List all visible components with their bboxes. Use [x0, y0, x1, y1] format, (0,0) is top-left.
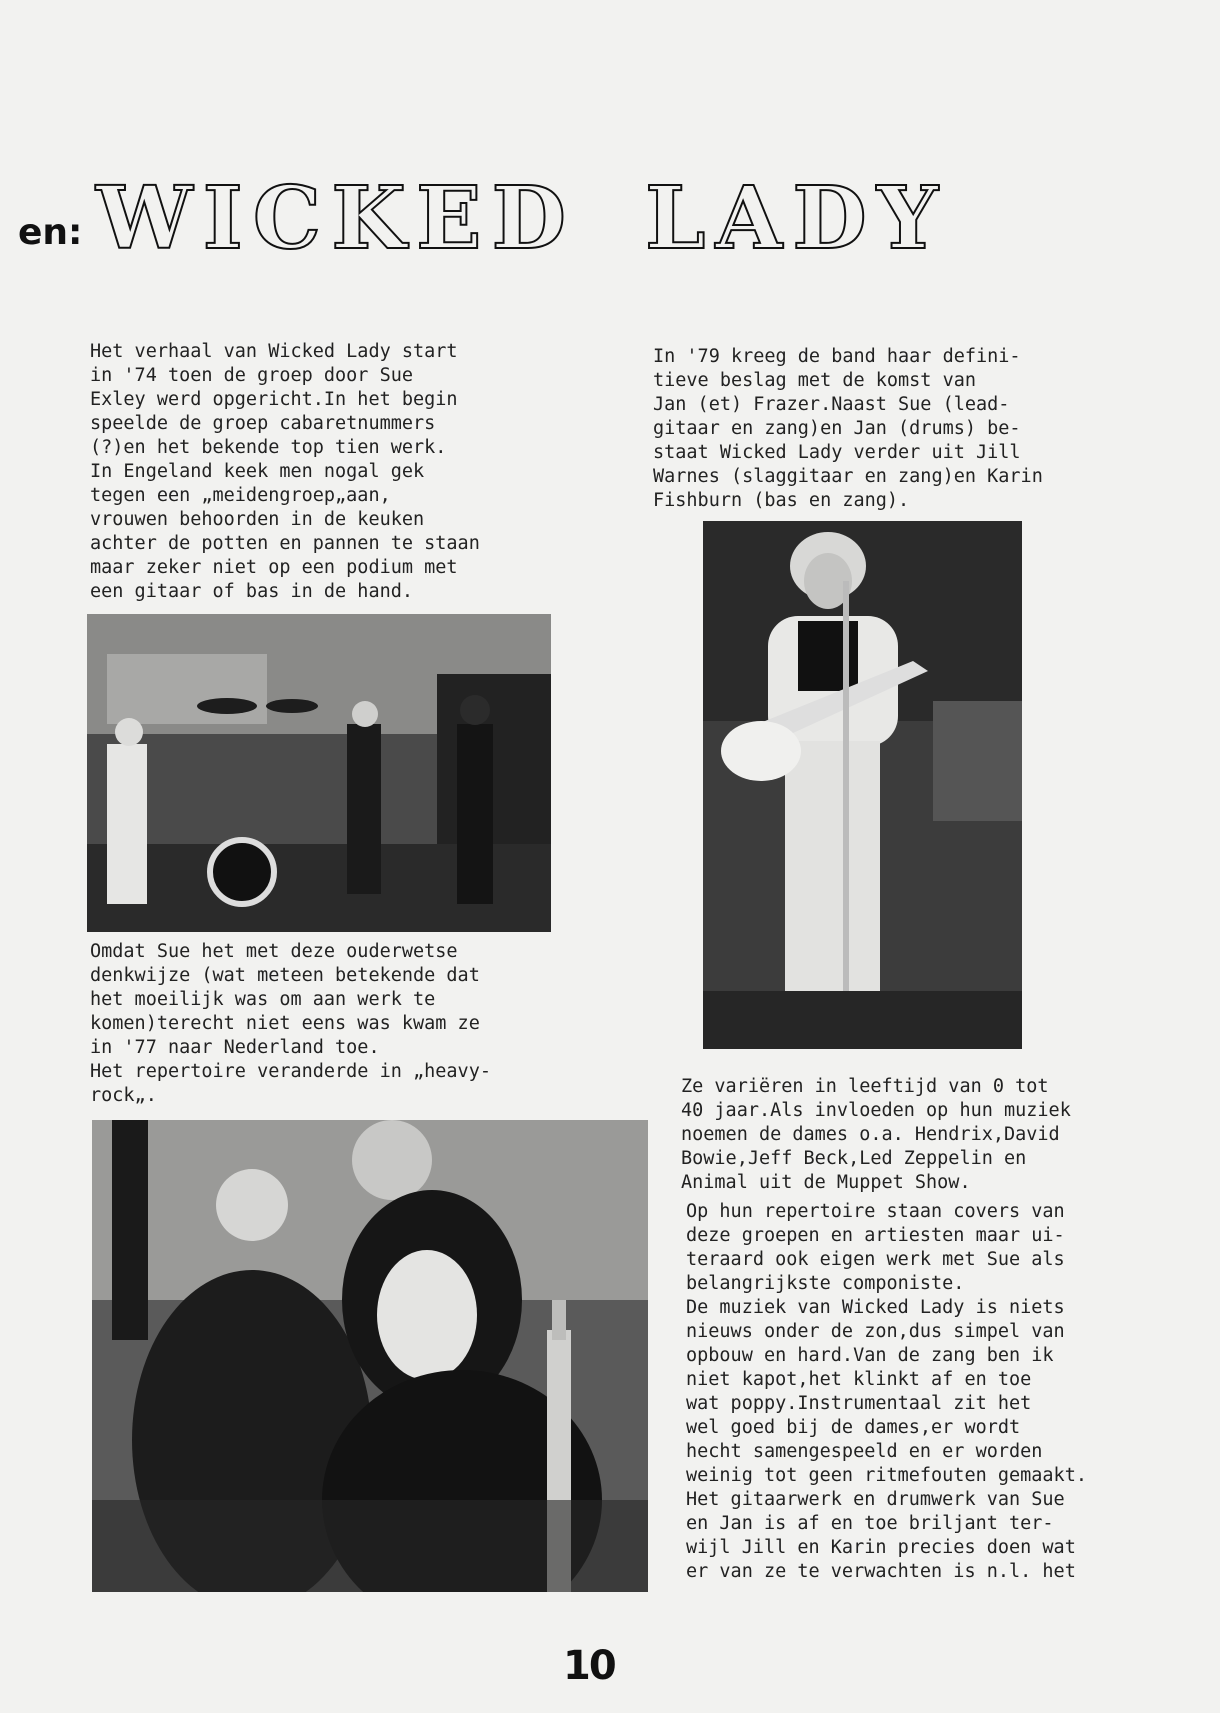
article-paragraph-lineup: In '79 kreeg de band haar defini- tieve beslag met de komst van Jan (et) Frazer.Naast Sue (lead- gitaar en zang)en Jan (drums) be- staat Wicked Lady verder uit Jill Warnes (slaggitaar en zang)en Karin Fishburn (bas en zang). [653, 346, 1043, 511]
article-paragraph-intro: Het verhaal van Wicked Lady start in '74 toen de groep door Sue Exley werd opgericht.In het begin speelde de groep cabaretnummers (?)en het bekende top tien werk. In Engeland keek men nogal gek tegen een „meidengroep„aan, vrouwen behoorden in de keuken achter de potten en pannen te staan maar zeker niet op een podium met een gitaar of bas in de hand. [90, 341, 480, 602]
article-paragraph-netherlands: Omdat Sue het met deze ouderwetse denkwijze (wat meteen betekende dat het moeilijk was om aan werk te komen)terecht niet eens was kwam ze in '77 naar Nederland toe. Het repertoire veranderde in „heavy- rock„. [90, 941, 491, 1106]
title-word-lady: LADY [645, 168, 949, 269]
article-paragraph-influences: Ze variëren in leeftijd van 0 tot 40 jaar.Als invloeden op hun muziek noemen de dames o.a. Hendrix,David Bowie,Jeff Beck,Led Zeppelin en Animal uit de Muppet Show. [681, 1076, 1071, 1193]
band-on-stage-photo [87, 614, 551, 932]
bassist-singer-photo [703, 521, 1022, 1049]
page-number: 10 [563, 1643, 615, 1689]
guitarists-closeup-photo [92, 1120, 648, 1592]
article-paragraph-repertoire: Op hun repertoire staan covers van deze groepen en artiesten maar ui- teraard ook eigen werk met Sue als belangrijkste componiste. De muziek van Wicked Lady is niets nieuws onder de zon,dus simpel van opbouw en hard.Van de zang ben ik niet kapot,het klinkt af en toe wat poppy.Instrumentaal zit het wel goed bij de dames,er wordt hecht samengespeeld en er worden weinig tot geen ritmefouten gemaakt. Het gitaarwerk en drumwerk van Sue en Jan is af en toe briljant ter- wijl Jill en Karin precies doen wat er van ze te verwachten is n.l. het [686, 1201, 1087, 1582]
title-word-wicked: WICKED [96, 168, 577, 269]
title-prefix: en: [18, 212, 83, 253]
